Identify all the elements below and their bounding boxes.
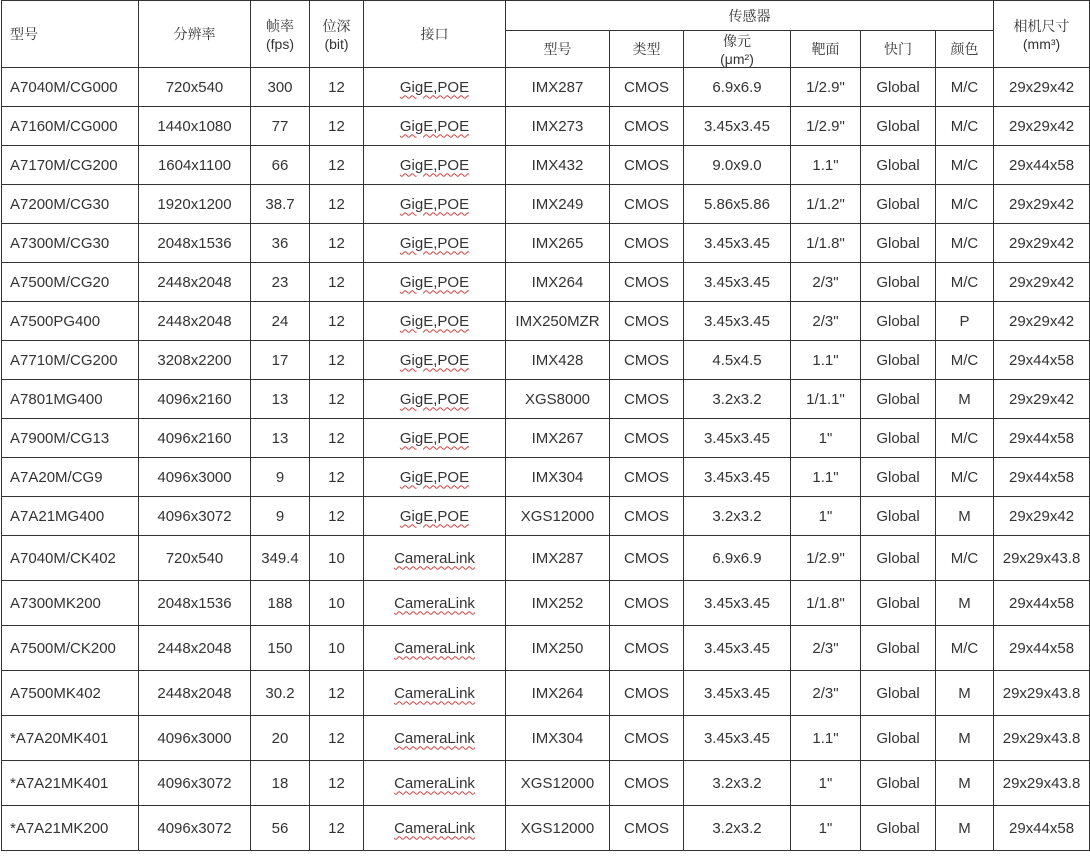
cell-bitdepth: 12 (310, 263, 364, 302)
cell-resolution: 4096x3072 (139, 806, 251, 851)
header-target: 靶面 (791, 31, 861, 68)
cell-sensor-type: CMOS (610, 458, 684, 497)
cell-model: A7300MK200 (2, 581, 139, 626)
cell-pixel-size: 3.45x3.45 (684, 302, 791, 341)
cell-interface (364, 107, 506, 146)
cell-framerate: 36 (251, 224, 310, 263)
cell-sensor-type: CMOS (610, 146, 684, 185)
cell-interface (364, 581, 506, 626)
cell-bitdepth: 12 (310, 185, 364, 224)
cell-sensor-model: IMX287 (506, 68, 610, 107)
cell-model: A7710M/CG200 (2, 341, 139, 380)
cell-color: P (936, 302, 994, 341)
cell-resolution: 1440x1080 (139, 107, 251, 146)
cell-framerate: 66 (251, 146, 310, 185)
cell-sensor-type: CMOS (610, 68, 684, 107)
cell-pixel-size: 3.2x3.2 (684, 497, 791, 536)
cell-interface (364, 380, 506, 419)
cell-target-size: 1/1.8" (791, 224, 861, 263)
cell-pixel-size: 5.86x5.86 (684, 185, 791, 224)
cell-sensor-type: CMOS (610, 419, 684, 458)
cell-framerate: 20 (251, 716, 310, 761)
cell-model: A7500M/CK200 (2, 626, 139, 671)
header-color: 颜色 (936, 31, 994, 68)
cell-bitdepth: 12 (310, 419, 364, 458)
interface-text: CameraLink (394, 774, 475, 792)
interface-text: CameraLink (394, 594, 475, 612)
cell-model: *A7A21MK200 (2, 806, 139, 851)
cell-target-size: 1" (791, 806, 861, 851)
cell-sensor-model: XGS12000 (506, 497, 610, 536)
table-row (2, 716, 1090, 761)
cell-target-size: 1/1.1" (791, 380, 861, 419)
cell-framerate: 24 (251, 302, 310, 341)
interface-text: GigE,POE (399, 234, 470, 252)
cell-framerate: 300 (251, 68, 310, 107)
cell-color: M (936, 806, 994, 851)
cell-pixel-size: 3.45x3.45 (684, 107, 791, 146)
cell-color: M/C (936, 419, 994, 458)
table-row (2, 497, 1090, 536)
cell-shutter: Global (861, 263, 936, 302)
cell-interface (364, 224, 506, 263)
cell-camera-size: 29x29x43.8 (994, 671, 1090, 716)
cell-interface (364, 806, 506, 851)
cell-camera-size: 29x29x42 (994, 302, 1090, 341)
cell-target-size: 1" (791, 497, 861, 536)
cell-sensor-model: XGS12000 (506, 761, 610, 806)
cell-sensor-model: IMX432 (506, 146, 610, 185)
cell-pixel-size: 3.45x3.45 (684, 224, 791, 263)
table-row (2, 581, 1090, 626)
interface-text: CameraLink (394, 819, 475, 837)
cell-resolution: 2448x2048 (139, 302, 251, 341)
cell-framerate: 9 (251, 458, 310, 497)
cell-bitdepth: 12 (310, 146, 364, 185)
cell-pixel-size: 3.2x3.2 (684, 806, 791, 851)
cell-resolution: 4096x3000 (139, 716, 251, 761)
cell-camera-size: 29x29x43.8 (994, 761, 1090, 806)
cell-model: A7A21MG400 (2, 497, 139, 536)
cell-color: M (936, 761, 994, 806)
cell-bitdepth: 12 (310, 224, 364, 263)
cell-framerate: 18 (251, 761, 310, 806)
cell-framerate: 77 (251, 107, 310, 146)
cell-camera-size: 29x44x58 (994, 341, 1090, 380)
cell-camera-size: 29x29x42 (994, 68, 1090, 107)
cell-shutter: Global (861, 716, 936, 761)
header-framerate-unit: (fps) (266, 36, 294, 52)
cell-camera-size: 29x44x58 (994, 581, 1090, 626)
cell-interface (364, 68, 506, 107)
cell-shutter: Global (861, 224, 936, 263)
cell-interface (364, 341, 506, 380)
cell-sensor-model: IMX267 (506, 419, 610, 458)
cell-color: M/C (936, 185, 994, 224)
cell-sensor-type: CMOS (610, 497, 684, 536)
cell-sensor-model: IMX264 (506, 671, 610, 716)
cell-interface (364, 497, 506, 536)
cell-resolution: 4096x3072 (139, 761, 251, 806)
cell-camera-size: 29x29x42 (994, 107, 1090, 146)
cell-shutter: Global (861, 536, 936, 581)
header-shutter: 快门 (861, 31, 936, 68)
cell-bitdepth: 10 (310, 581, 364, 626)
cell-target-size: 1/1.2" (791, 185, 861, 224)
cell-pixel-size: 6.9x6.9 (684, 68, 791, 107)
table-row (2, 458, 1090, 497)
cell-bitdepth: 12 (310, 806, 364, 851)
header-pixel (684, 31, 791, 68)
cell-sensor-model: IMX265 (506, 224, 610, 263)
cell-target-size: 2/3" (791, 302, 861, 341)
cell-sensor-type: CMOS (610, 341, 684, 380)
cell-sensor-model: IMX249 (506, 185, 610, 224)
interface-text: CameraLink (394, 549, 475, 567)
cell-resolution: 2048x1536 (139, 581, 251, 626)
cell-pixel-size: 4.5x4.5 (684, 341, 791, 380)
cell-color: M/C (936, 341, 994, 380)
table-row (2, 107, 1090, 146)
cell-camera-size: 29x29x43.8 (994, 536, 1090, 581)
cell-model: A7040M/CG000 (2, 68, 139, 107)
table-row (2, 224, 1090, 263)
cell-model: A7040M/CK402 (2, 536, 139, 581)
table-row (2, 68, 1090, 107)
cell-resolution: 2448x2048 (139, 626, 251, 671)
header-interface: 接口 (364, 1, 506, 68)
cell-shutter: Global (861, 761, 936, 806)
interface-text: GigE,POE (399, 273, 470, 291)
cell-sensor-type: CMOS (610, 626, 684, 671)
cell-shutter: Global (861, 107, 936, 146)
cell-framerate: 13 (251, 419, 310, 458)
cell-pixel-size: 3.45x3.45 (684, 671, 791, 716)
table-body (2, 68, 1090, 851)
cell-interface (364, 626, 506, 671)
cell-color: M/C (936, 146, 994, 185)
cell-shutter: Global (861, 302, 936, 341)
cell-sensor-type: CMOS (610, 302, 684, 341)
cell-target-size: 1.1" (791, 458, 861, 497)
cell-shutter: Global (861, 626, 936, 671)
table-row (2, 806, 1090, 851)
header-framerate-label: 帧率 (266, 18, 294, 34)
cell-bitdepth: 12 (310, 716, 364, 761)
cell-pixel-size: 3.45x3.45 (684, 581, 791, 626)
cell-sensor-type: CMOS (610, 761, 684, 806)
cell-sensor-model: IMX287 (506, 536, 610, 581)
cell-framerate: 30.2 (251, 671, 310, 716)
cell-sensor-type: CMOS (610, 224, 684, 263)
interface-text: GigE,POE (399, 195, 470, 213)
cell-bitdepth: 12 (310, 497, 364, 536)
cell-sensor-model: IMX273 (506, 107, 610, 146)
cell-target-size: 1" (791, 761, 861, 806)
cell-camera-size: 29x29x42 (994, 224, 1090, 263)
cell-shutter: Global (861, 458, 936, 497)
cell-model: A7801MG400 (2, 380, 139, 419)
cell-target-size: 2/3" (791, 263, 861, 302)
cell-sensor-type: CMOS (610, 263, 684, 302)
header-sensor-group: 传感器 (506, 1, 994, 31)
cell-model: A7900M/CG13 (2, 419, 139, 458)
cell-framerate: 17 (251, 341, 310, 380)
table-row (2, 761, 1090, 806)
cell-bitdepth: 10 (310, 626, 364, 671)
cell-model: A7300M/CG30 (2, 224, 139, 263)
cell-sensor-model: IMX304 (506, 716, 610, 761)
cell-sensor-model: XGS12000 (506, 806, 610, 851)
cell-sensor-model: IMX252 (506, 581, 610, 626)
cell-interface (364, 263, 506, 302)
cell-color: M/C (936, 68, 994, 107)
cell-model: A7A20M/CG9 (2, 458, 139, 497)
table-row (2, 626, 1090, 671)
cell-pixel-size: 3.2x3.2 (684, 761, 791, 806)
header-pixel-label: 像元 (723, 33, 751, 49)
cell-model: A7170M/CG200 (2, 146, 139, 185)
cell-sensor-model: IMX250MZR (506, 302, 610, 341)
header-pixel-unit: (μm²) (720, 51, 754, 67)
cell-interface (364, 761, 506, 806)
header-resolution: 分辨率 (139, 1, 251, 68)
interface-text: GigE,POE (399, 390, 470, 408)
cell-color: M/C (936, 626, 994, 671)
cell-resolution: 3208x2200 (139, 341, 251, 380)
cell-framerate: 38.7 (251, 185, 310, 224)
cell-bitdepth: 12 (310, 380, 364, 419)
interface-text: GigE,POE (399, 351, 470, 369)
cell-model: A7160M/CG000 (2, 107, 139, 146)
header-framerate (251, 1, 310, 68)
cell-camera-size: 29x44x58 (994, 806, 1090, 851)
cell-camera-size: 29x44x58 (994, 458, 1090, 497)
cell-sensor-model: IMX250 (506, 626, 610, 671)
cell-shutter: Global (861, 497, 936, 536)
cell-framerate: 23 (251, 263, 310, 302)
cell-camera-size: 29x29x42 (994, 263, 1090, 302)
table-row (2, 419, 1090, 458)
cell-target-size: 1.1" (791, 716, 861, 761)
interface-text: GigE,POE (399, 156, 470, 174)
cell-resolution: 4096x2160 (139, 380, 251, 419)
interface-text: CameraLink (394, 729, 475, 747)
interface-text: GigE,POE (399, 507, 470, 525)
cell-interface (364, 458, 506, 497)
cell-camera-size: 29x29x43.8 (994, 716, 1090, 761)
cell-camera-size: 29x44x58 (994, 626, 1090, 671)
cell-resolution: 4096x3000 (139, 458, 251, 497)
table-row (2, 380, 1090, 419)
header-camera-size (994, 1, 1090, 68)
table-row (2, 185, 1090, 224)
cell-camera-size: 29x29x42 (994, 497, 1090, 536)
interface-text: GigE,POE (399, 312, 470, 330)
header-bitdepth (310, 1, 364, 68)
cell-sensor-model: IMX264 (506, 263, 610, 302)
cell-resolution: 4096x2160 (139, 419, 251, 458)
cell-target-size: 1.1" (791, 341, 861, 380)
header-bitdepth-label: 位深 (322, 18, 351, 34)
table-header (2, 1, 1090, 68)
header-sensor-type: 类型 (610, 31, 684, 68)
cell-sensor-type: CMOS (610, 185, 684, 224)
cell-sensor-model: IMX304 (506, 458, 610, 497)
cell-framerate: 13 (251, 380, 310, 419)
cell-interface (364, 146, 506, 185)
cell-target-size: 1/2.9" (791, 68, 861, 107)
cell-target-size: 1" (791, 419, 861, 458)
cell-shutter: Global (861, 341, 936, 380)
header-size-unit: (mm³) (1022, 36, 1061, 52)
cell-model: A7500PG400 (2, 302, 139, 341)
cell-interface (364, 671, 506, 716)
cell-bitdepth: 12 (310, 671, 364, 716)
cell-framerate: 188 (251, 581, 310, 626)
cell-model: A7500MK402 (2, 671, 139, 716)
cell-interface (364, 185, 506, 224)
cell-color: M/C (936, 536, 994, 581)
cell-color: M (936, 716, 994, 761)
cell-color: M (936, 671, 994, 716)
cell-shutter: Global (861, 146, 936, 185)
cell-target-size: 1/1.8" (791, 581, 861, 626)
cell-pixel-size: 3.45x3.45 (684, 626, 791, 671)
cell-target-size: 1.1" (791, 146, 861, 185)
cell-interface (364, 419, 506, 458)
cell-resolution: 4096x3072 (139, 497, 251, 536)
cell-sensor-type: CMOS (610, 806, 684, 851)
cell-pixel-size: 6.9x6.9 (684, 536, 791, 581)
cell-resolution: 2448x2048 (139, 263, 251, 302)
interface-text: GigE,POE (399, 468, 470, 486)
cell-sensor-model: IMX428 (506, 341, 610, 380)
cell-pixel-size: 3.45x3.45 (684, 458, 791, 497)
cell-pixel-size: 3.2x3.2 (684, 380, 791, 419)
cell-color: M/C (936, 263, 994, 302)
cell-sensor-type: CMOS (610, 380, 684, 419)
cell-interface (364, 536, 506, 581)
cell-resolution: 1920x1200 (139, 185, 251, 224)
cell-sensor-type: CMOS (610, 581, 684, 626)
interface-text: GigE,POE (399, 78, 470, 96)
cell-target-size: 2/3" (791, 626, 861, 671)
cell-shutter: Global (861, 380, 936, 419)
cell-color: M/C (936, 224, 994, 263)
cell-resolution: 720x540 (139, 68, 251, 107)
cell-color: M/C (936, 458, 994, 497)
cell-resolution: 2448x2048 (139, 671, 251, 716)
cell-sensor-type: CMOS (610, 107, 684, 146)
cell-sensor-model: XGS8000 (506, 380, 610, 419)
cell-bitdepth: 12 (310, 341, 364, 380)
interface-text: GigE,POE (399, 117, 470, 135)
cell-camera-size: 29x29x42 (994, 185, 1090, 224)
cell-resolution: 2048x1536 (139, 224, 251, 263)
cell-framerate: 150 (251, 626, 310, 671)
cell-bitdepth: 12 (310, 68, 364, 107)
cell-bitdepth: 12 (310, 107, 364, 146)
cell-camera-size: 29x44x58 (994, 146, 1090, 185)
cell-color: M (936, 380, 994, 419)
cell-resolution: 720x540 (139, 536, 251, 581)
cell-color: M (936, 581, 994, 626)
cell-shutter: Global (861, 68, 936, 107)
cell-camera-size: 29x29x42 (994, 380, 1090, 419)
header-sensor-model: 型号 (506, 31, 610, 68)
cell-target-size: 1/2.9" (791, 107, 861, 146)
interface-text: GigE,POE (399, 429, 470, 447)
cell-pixel-size: 3.45x3.45 (684, 716, 791, 761)
interface-text: CameraLink (394, 639, 475, 657)
cell-interface (364, 716, 506, 761)
cell-framerate: 349.4 (251, 536, 310, 581)
header-size-label: 相机尺寸 (1013, 18, 1070, 34)
cell-sensor-type: CMOS (610, 671, 684, 716)
cell-bitdepth: 12 (310, 458, 364, 497)
cell-camera-size: 29x44x58 (994, 419, 1090, 458)
table-row (2, 263, 1090, 302)
cell-shutter: Global (861, 806, 936, 851)
cell-pixel-size: 9.0x9.0 (684, 146, 791, 185)
cell-shutter: Global (861, 581, 936, 626)
cell-model: A7500M/CG20 (2, 263, 139, 302)
cell-model: *A7A20MK401 (2, 716, 139, 761)
cell-shutter: Global (861, 419, 936, 458)
cell-target-size: 2/3" (791, 671, 861, 716)
cell-pixel-size: 3.45x3.45 (684, 419, 791, 458)
interface-text: CameraLink (394, 684, 475, 702)
cell-bitdepth: 10 (310, 536, 364, 581)
cell-sensor-type: CMOS (610, 536, 684, 581)
cell-model: *A7A21MK401 (2, 761, 139, 806)
cell-resolution: 1604x1100 (139, 146, 251, 185)
table-row (2, 302, 1090, 341)
header-model: 型号 (2, 1, 139, 68)
cell-framerate: 56 (251, 806, 310, 851)
cell-bitdepth: 12 (310, 761, 364, 806)
cell-pixel-size: 3.45x3.45 (684, 263, 791, 302)
cell-model: A7200M/CG30 (2, 185, 139, 224)
table-row (2, 536, 1090, 581)
cell-color: M (936, 497, 994, 536)
table-row (2, 146, 1090, 185)
cell-framerate: 9 (251, 497, 310, 536)
header-bitdepth-unit: (bit) (324, 36, 349, 52)
camera-spec-table (1, 0, 1090, 851)
cell-bitdepth: 12 (310, 302, 364, 341)
cell-color: M/C (936, 107, 994, 146)
cell-sensor-type: CMOS (610, 716, 684, 761)
table-row (2, 671, 1090, 716)
table-row (2, 341, 1090, 380)
cell-shutter: Global (861, 671, 936, 716)
cell-interface (364, 302, 506, 341)
cell-target-size: 1/2.9" (791, 536, 861, 581)
cell-shutter: Global (861, 185, 936, 224)
